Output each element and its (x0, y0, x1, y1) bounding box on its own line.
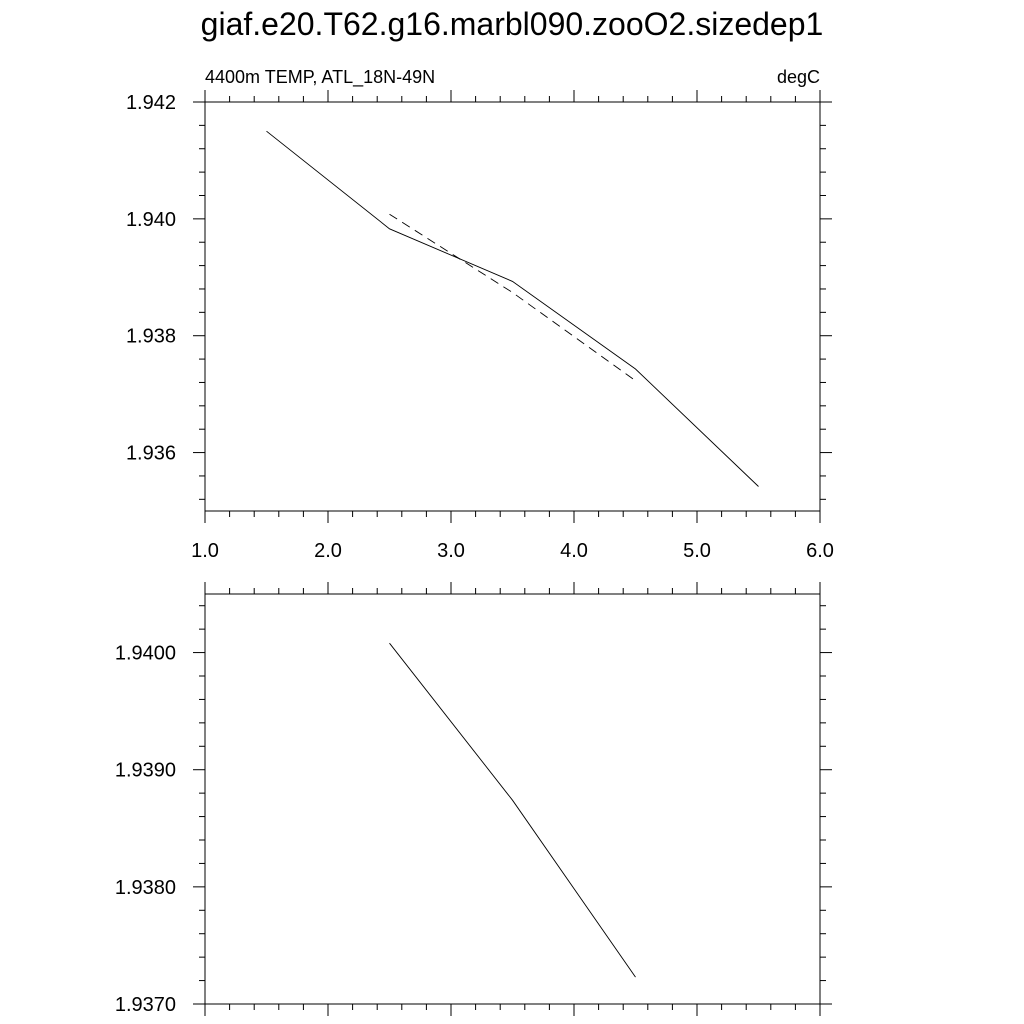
x-tick-label: 3.0 (437, 540, 465, 562)
top-panel-left-string: 4400m TEMP, ATL_18N-49N (205, 67, 436, 87)
x-tick-label: 2.0 (314, 540, 342, 562)
x-tick-label: 4.0 (560, 540, 588, 562)
bottom-panel-series (390, 643, 636, 977)
top-panel (126, 67, 834, 562)
bottom-panel (115, 582, 832, 1016)
y-tick-label: 1.9390 (114, 759, 176, 782)
bottom-panel-frame (205, 594, 820, 1004)
y-tick-label: 1.9380 (114, 876, 176, 899)
top-panel-frame (205, 102, 820, 511)
y-tick-label: 1.938 (125, 325, 176, 348)
top-panel-ticks (193, 90, 832, 523)
series-line-solid (390, 643, 636, 977)
x-tick-label: 1.0 (191, 540, 219, 562)
bottom-panel-ticks (193, 582, 832, 1016)
top-panel-right-string: degC (776, 67, 820, 87)
series-line-dashed (390, 214, 636, 381)
series-line-solid (267, 131, 759, 486)
bottom-panel-tick-labels (115, 643, 176, 1016)
y-tick-label: 1.936 (125, 442, 176, 465)
x-tick-label: 6.0 (806, 540, 834, 562)
y-tick-label: 1.940 (125, 208, 176, 231)
y-tick-label: 1.942 (125, 92, 176, 114)
top-panel-tick-labels (126, 92, 834, 562)
x-tick-label: 5.0 (683, 540, 711, 562)
y-tick-label: 1.9400 (114, 642, 176, 665)
top-panel-series (267, 131, 759, 486)
y-tick-label: 1.9370 (114, 994, 176, 1016)
page-title: giaf.e20.T62.g16.marbl090.zooO2.sizedep1 (200, 6, 824, 42)
